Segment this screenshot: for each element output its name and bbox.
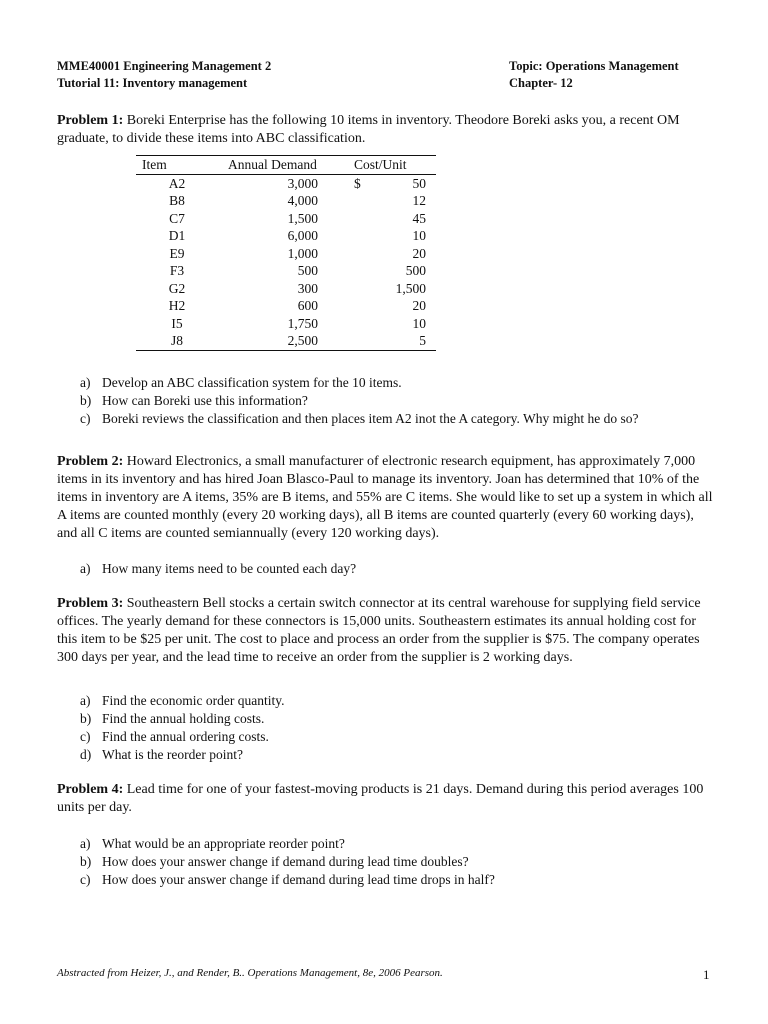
question-marker: c): [80, 729, 91, 744]
question-text: Find the annual ordering costs.: [102, 729, 269, 744]
problem-3-body: Southeastern Bell stocks a certain switch connector at its central warehouse for supplying field service offices. The yearly demand for these connectors is 15,000 units. Southeastern estimates its annual holding cost for this item to be $25 per unit. The cost to place and process an order from the supplier is $75. The company operates 300 days per year, and the lead time to receive an order from the supplier is 2 working days.: [57, 596, 701, 665]
cell-annual-demand: 1,500: [287, 210, 318, 226]
cell-cost-value: 10: [412, 315, 426, 331]
question-item: [80, 835, 495, 853]
cell-annual-demand: 2,500: [222, 332, 348, 350]
cell-cost-unit: [348, 280, 436, 298]
table-row: [136, 245, 436, 263]
table-body: [136, 174, 436, 350]
cell-cost-value: 20: [412, 298, 426, 313]
question-marker: d): [80, 747, 92, 762]
cell-item: I5: [171, 315, 183, 331]
cell-annual-demand: 1,750: [287, 315, 318, 331]
question-text: Find the economic order quantity.: [102, 693, 285, 708]
problem-4-body: Lead time for one of your fastest-moving products is 21 days. Demand during this period averages 100 units per day.: [57, 782, 704, 815]
cell-item: D1: [168, 228, 186, 243]
cell-cost-value: 45: [412, 210, 426, 226]
tutorial-title: Tutorial 11: Inventory management: [57, 76, 248, 90]
question-text: How does your answer change if demand during lead time drops in half?: [102, 872, 495, 887]
cell-item: A2: [168, 175, 186, 191]
question-marker: c): [80, 872, 91, 887]
problem-4-questions: [80, 835, 495, 889]
question-marker: b): [80, 393, 92, 408]
table-row: [136, 227, 436, 245]
problem-2-body: Howard Electronics, a small manufacturer of electronic research equipment, has approximately 7,000 items in its inventory and has hired Joan Blasco-Paul to manage its inventory. Joan has determined that 10% of the items in inventory are A items, 35% are B items, and 55% are C items. She would like to set up a system in which all A items are counted monthly (every 20 working days), all B items are counted quarterly (every 60 working days), and all C items are counted semiannually (every 120 working days).: [57, 454, 713, 541]
problem-1-text: [57, 112, 717, 148]
cell-item: G2: [168, 280, 186, 296]
question-text: What is the reorder point?: [102, 747, 243, 762]
question-item: [80, 728, 284, 746]
question-item: [80, 871, 495, 889]
cell-item: F3: [169, 263, 185, 278]
question-marker: b): [80, 711, 92, 726]
question-text: How many items need to be counted each day?: [102, 561, 357, 576]
table-row: [136, 280, 436, 298]
question-item: [80, 853, 495, 871]
question-item: [80, 392, 639, 410]
cell-cost-unit: [348, 297, 436, 315]
question-marker: c): [80, 411, 91, 426]
question-item: [80, 374, 639, 392]
problem-1-questions: [80, 374, 639, 428]
cell-cost-value: 1,500: [395, 280, 426, 296]
cell-cost-unit: [348, 332, 436, 350]
cell-item: H2: [168, 298, 186, 313]
question-text: What would be an appropriate reorder point?: [102, 836, 345, 851]
cell-cost-unit: [348, 227, 436, 245]
table-header-row: [136, 156, 436, 175]
cell-item: C7: [169, 210, 185, 226]
cell-annual-demand: 500: [297, 263, 318, 278]
table-row: [136, 262, 436, 280]
question-item: [80, 560, 356, 578]
cell-cost-unit: [348, 192, 436, 210]
cell-cost-unit: [348, 210, 436, 228]
table-row: [136, 210, 436, 228]
course-title: MME40001 Engineering Management 2: [57, 59, 272, 73]
question-text: Find the annual holding costs.: [102, 711, 265, 726]
cell-cost-value: 10: [412, 228, 426, 243]
topic-label: Topic: Operations Management: [509, 59, 679, 73]
cell-item: J8: [136, 332, 222, 350]
cell-annual-demand: 6,000: [287, 228, 318, 243]
question-text: Develop an ABC classification system for the 10 items.: [102, 375, 402, 390]
col-header-item: Item: [136, 156, 222, 175]
question-marker: a): [80, 375, 91, 390]
table-row: [136, 174, 436, 192]
question-item: [80, 692, 284, 710]
question-marker: a): [80, 693, 91, 708]
chapter-label: Chapter- 12: [509, 76, 573, 90]
cell-cost-value: 12: [412, 193, 426, 208]
problem-4-label: Problem 4:: [57, 782, 124, 797]
cell-cost-value: 5: [419, 333, 426, 348]
cell-annual-demand: 300: [297, 280, 318, 296]
problem-4-text: [57, 781, 717, 817]
header-left: [57, 58, 271, 92]
problem-3-label: Problem 3:: [57, 596, 124, 611]
cell-cost-value: 20: [412, 245, 426, 261]
table-row: [136, 332, 436, 350]
question-marker: a): [80, 561, 91, 576]
cell-item: B8: [169, 193, 185, 208]
question-item: [80, 410, 639, 428]
inventory-table: [136, 155, 436, 351]
problem-3-text: [57, 595, 717, 667]
cell-cost-value: 50: [412, 175, 426, 191]
cell-cost-unit: [348, 315, 436, 333]
cell-annual-demand: 4,000: [287, 193, 318, 208]
question-text: How can Boreki use this information?: [102, 393, 308, 408]
problem-3-questions: [80, 692, 284, 764]
cell-cost-unit: [348, 245, 436, 263]
cell-annual-demand: 1,000: [287, 245, 318, 261]
page-number: 1: [703, 967, 710, 982]
question-marker: a): [80, 836, 91, 851]
problem-2-label: Problem 2:: [57, 454, 124, 469]
question-item: [80, 710, 284, 728]
question-text: How does your answer change if demand during lead time doubles?: [102, 854, 469, 869]
problem-1-label: Problem 1:: [57, 113, 124, 128]
table-row: [136, 192, 436, 210]
cell-annual-demand: 3,000: [287, 175, 318, 191]
cell-cost-unit: [348, 174, 436, 192]
problem-2-questions: [80, 560, 356, 578]
cell-item: E9: [169, 245, 185, 261]
problem-2-text: [57, 453, 717, 543]
problem-1-body: Boreki Enterprise has the following 10 items in inventory. Theodore Boreki asks you, a recent OM graduate, to divide these items into ABC classification.: [57, 113, 680, 146]
table-row: [136, 297, 436, 315]
col-header-cost-unit: Cost/Unit: [348, 156, 436, 175]
table-row: [136, 315, 436, 333]
footer-citation: Abstracted from Heizer, J., and Render, B.. Operations Management, 8e, 2006 Pearson.: [57, 967, 443, 979]
question-item: [80, 746, 284, 764]
col-header-annual-demand: Annual Demand: [222, 156, 348, 175]
cell-annual-demand: 600: [297, 298, 318, 313]
question-marker: b): [80, 854, 92, 869]
header-right: [509, 58, 679, 92]
cell-currency: $: [354, 175, 361, 191]
question-text: Boreki reviews the classification and then places item A2 inot the A category. Why might he do so?: [102, 411, 639, 426]
cell-cost-unit: [348, 262, 436, 280]
cell-cost-value: 500: [405, 263, 426, 278]
